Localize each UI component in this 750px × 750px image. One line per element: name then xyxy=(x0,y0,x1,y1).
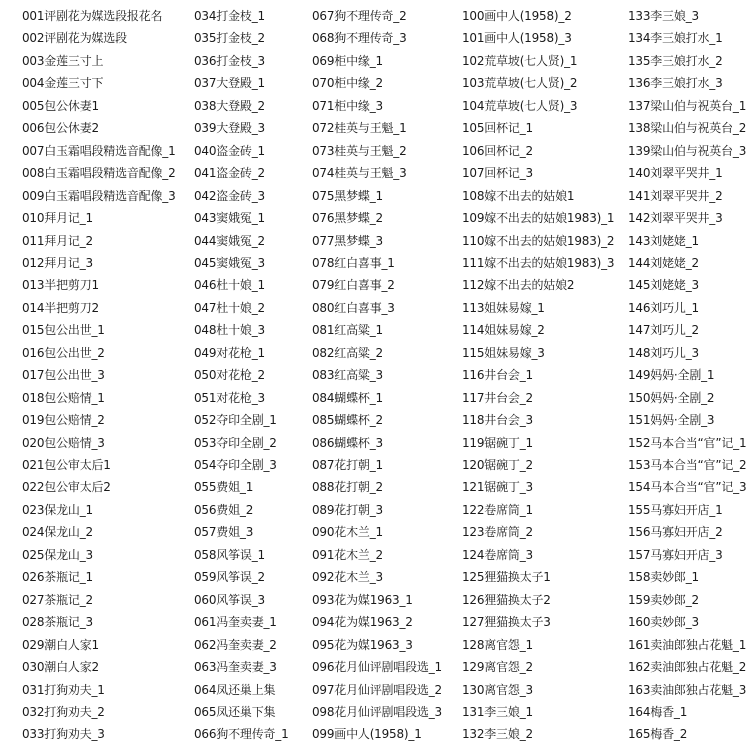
file-item[interactable]: 154马本合当“官”记_3 xyxy=(628,480,747,495)
file-item[interactable]: 020包公赔情_3 xyxy=(22,435,105,450)
file-item[interactable]: 112嫁不出去的姑娘2 xyxy=(462,278,575,293)
file-item[interactable]: 107回杯记_3 xyxy=(462,166,533,181)
file-item[interactable]: 002评剧花为媒选段 xyxy=(22,31,127,46)
file-item[interactable]: 128离官怨_1 xyxy=(462,637,533,652)
file-item[interactable]: 034打金枝_1 xyxy=(194,9,265,23)
file-item[interactable]: 030潮白人家2 xyxy=(22,660,99,675)
file-item[interactable]: 073桂英与王魁_2 xyxy=(312,143,407,158)
file-item[interactable]: 120锯碗丁_2 xyxy=(462,458,533,472)
file-item[interactable]: 152马本合当“官”记_1 xyxy=(628,435,747,450)
file-item[interactable]: 134李三娘打水_1 xyxy=(628,31,723,46)
file-item[interactable]: 054夺印全剧_3 xyxy=(194,458,277,472)
file-item[interactable]: 125狸猫换太子1 xyxy=(462,570,551,585)
file-item[interactable]: 016包公出世_2 xyxy=(22,345,105,360)
file-item[interactable]: 119锯碗丁_1 xyxy=(462,435,533,450)
file-item[interactable]: 145刘姥姥_3 xyxy=(628,278,699,293)
file-item[interactable]: 060风筝误_3 xyxy=(194,592,265,607)
file-item[interactable]: 080红白喜事_3 xyxy=(312,300,395,315)
file-item[interactable]: 027茶瓶记_2 xyxy=(22,592,93,607)
file-item[interactable]: 116井台会_1 xyxy=(462,368,533,383)
file-item[interactable]: 129离官怨_2 xyxy=(462,660,533,675)
file-item[interactable]: 122卷席筒_1 xyxy=(462,502,533,517)
file-item[interactable]: 143刘姥姥_1 xyxy=(628,233,699,248)
file-item[interactable]: 159卖妙郎_2 xyxy=(628,592,699,607)
file-item[interactable]: 103荒草坡(七人贤)_2 xyxy=(462,76,578,91)
file-item[interactable]: 070柜中缘_2 xyxy=(312,76,383,91)
file-item[interactable]: 150妈妈·全剧_2 xyxy=(628,390,715,405)
file-item[interactable]: 071柜中缘_3 xyxy=(312,98,383,113)
file-item[interactable]: 076黑梦蝶_2 xyxy=(312,211,383,226)
file-item[interactable]: 019包公赔情_2 xyxy=(22,413,105,428)
file-item[interactable]: 087花打朝_1 xyxy=(312,458,383,472)
file-item[interactable]: 062冯奎卖妻_2 xyxy=(194,637,277,652)
file-item[interactable]: 100画中人(1958)_2 xyxy=(462,9,572,23)
file-item[interactable]: 104荒草坡(七人贤)_3 xyxy=(462,98,578,113)
file-item[interactable]: 155马寡妇开店_1 xyxy=(628,502,723,517)
file-item[interactable]: 038大登殿_2 xyxy=(194,98,265,113)
file-item[interactable]: 079红白喜事_2 xyxy=(312,278,395,293)
file-item[interactable]: 113姐妹易嫁_1 xyxy=(462,300,545,315)
file-item[interactable]: 089花打朝_3 xyxy=(312,502,383,517)
file-item[interactable]: 017包公出世_3 xyxy=(22,368,105,383)
file-item[interactable]: 031打狗劝夫_1 xyxy=(22,682,105,697)
file-item[interactable]: 032打狗劝夫_2 xyxy=(22,704,105,719)
file-item[interactable]: 094花为媒1963_2 xyxy=(312,615,413,630)
file-item[interactable]: 144刘姥姥_2 xyxy=(628,255,699,270)
file-item[interactable]: 121锯碗丁_3 xyxy=(462,480,533,495)
file-item[interactable]: 029潮白人家1 xyxy=(22,637,99,652)
file-item[interactable]: 058风筝误_1 xyxy=(194,547,265,562)
file-item[interactable]: 040盗金砖_1 xyxy=(194,143,265,158)
file-item[interactable]: 118井台会_3 xyxy=(462,413,533,428)
file-item[interactable]: 012拜月记_3 xyxy=(22,255,93,270)
file-item[interactable]: 092花木兰_3 xyxy=(312,570,383,585)
file-item[interactable]: 110嫁不出去的姑娘1983)_2 xyxy=(462,233,615,248)
file-item[interactable]: 051对花枪_3 xyxy=(194,390,265,405)
file-item[interactable]: 037大登殿_1 xyxy=(194,76,265,91)
file-item[interactable]: 061冯奎卖妻_1 xyxy=(194,615,277,630)
file-item[interactable]: 126狸猫换太子2 xyxy=(462,592,551,607)
file-item[interactable]: 137梁山伯与祝英台_1 xyxy=(628,98,747,113)
file-item[interactable]: 081红高粱_1 xyxy=(312,323,383,338)
file-item[interactable]: 131李三娘_1 xyxy=(462,704,533,719)
file-item[interactable]: 053夺印全剧_2 xyxy=(194,435,277,450)
file-item[interactable]: 098花月仙评剧唱段选_3 xyxy=(312,704,442,719)
file-item[interactable]: 057费姐_3 xyxy=(194,525,254,540)
file-item[interactable]: 149妈妈·全剧_1 xyxy=(628,368,715,383)
file-item[interactable]: 025保龙山_3 xyxy=(22,547,93,562)
file-item[interactable]: 095花为媒1963_3 xyxy=(312,637,413,652)
file-item[interactable]: 127狸猫换太子3 xyxy=(462,615,551,630)
file-item[interactable]: 082红高粱_2 xyxy=(312,345,383,360)
file-item[interactable]: 111嫁不出去的姑娘1983)_3 xyxy=(462,255,615,270)
file-item[interactable]: 109嫁不出去的姑娘1983)_1 xyxy=(462,211,615,226)
file-item[interactable]: 015包公出世_1 xyxy=(22,323,105,338)
file-item[interactable]: 162卖油郎独占花魁_2 xyxy=(628,660,747,675)
file-item[interactable]: 042盗金砖_3 xyxy=(194,188,265,203)
file-item[interactable]: 049对花枪_1 xyxy=(194,345,265,360)
file-item[interactable]: 133李三娘_3 xyxy=(628,9,699,23)
file-item[interactable]: 024保龙山_2 xyxy=(22,525,93,540)
file-item[interactable]: 068狗不理传奇_3 xyxy=(312,31,407,46)
file-item[interactable]: 069柜中缘_1 xyxy=(312,53,383,68)
file-item[interactable]: 041盗金砖_2 xyxy=(194,166,265,181)
file-item[interactable]: 039大登殿_3 xyxy=(194,121,265,136)
file-item[interactable]: 009白玉霜唱段精选音配像_3 xyxy=(22,188,176,203)
file-item[interactable]: 084蝴蝶杯_1 xyxy=(312,390,383,405)
file-item[interactable]: 055费姐_1 xyxy=(194,480,254,495)
file-item[interactable]: 044窦娥冤_2 xyxy=(194,233,265,248)
file-item[interactable]: 157马寡妇开店_3 xyxy=(628,547,723,562)
file-item[interactable]: 063冯奎卖妻_3 xyxy=(194,660,277,675)
file-item[interactable]: 151妈妈·全剧_3 xyxy=(628,413,715,428)
file-item[interactable]: 090花木兰_1 xyxy=(312,525,383,540)
file-item[interactable]: 091花木兰_2 xyxy=(312,547,383,562)
file-item[interactable]: 072桂英与王魁_1 xyxy=(312,121,407,136)
file-item[interactable]: 088花打朝_2 xyxy=(312,480,383,495)
file-item[interactable]: 164梅香_1 xyxy=(628,704,688,719)
file-item[interactable]: 003金莲三寸上 xyxy=(22,53,104,68)
file-item[interactable]: 021包公审太后1 xyxy=(22,458,111,472)
file-item[interactable]: 114姐妹易嫁_2 xyxy=(462,323,545,338)
file-item[interactable]: 124卷席筒_3 xyxy=(462,547,533,562)
file-item[interactable]: 004金莲三寸下 xyxy=(22,76,104,91)
file-item[interactable]: 074桂英与王魁_3 xyxy=(312,166,407,181)
file-item[interactable]: 075黑梦蝶_1 xyxy=(312,188,383,203)
file-item[interactable]: 011拜月记_2 xyxy=(22,233,93,248)
file-item[interactable]: 045窦娥冤_3 xyxy=(194,255,265,270)
file-item[interactable]: 001评剧花为媒选段报花名 xyxy=(22,9,163,23)
file-item[interactable]: 043窦娥冤_1 xyxy=(194,211,265,226)
file-item[interactable]: 077黑梦蝶_3 xyxy=(312,233,383,248)
file-item[interactable]: 014半把剪刀2 xyxy=(22,300,99,315)
file-item[interactable]: 050对花枪_2 xyxy=(194,368,265,383)
file-item[interactable]: 064凤还巢上集 xyxy=(194,682,276,697)
file-item[interactable]: 010拜月记_1 xyxy=(22,211,93,226)
file-item[interactable]: 048杜十娘_3 xyxy=(194,323,265,338)
file-item[interactable]: 161卖油郎独占花魁_1 xyxy=(628,637,747,652)
file-item[interactable]: 165梅香_2 xyxy=(628,727,688,742)
file-item[interactable]: 123卷席筒_2 xyxy=(462,525,533,540)
file-item[interactable]: 099画中人(1958)_1 xyxy=(312,727,422,742)
file-item[interactable]: 052夺印全剧_1 xyxy=(194,413,277,428)
file-item[interactable]: 117井台会_2 xyxy=(462,390,533,405)
file-item[interactable]: 023保龙山_1 xyxy=(22,502,93,517)
file-item[interactable]: 056费姐_2 xyxy=(194,502,254,517)
file-item[interactable]: 148刘巧儿_3 xyxy=(628,345,699,360)
file-item[interactable]: 078红白喜事_1 xyxy=(312,255,395,270)
file-item[interactable]: 160卖妙郎_3 xyxy=(628,615,699,630)
file-item[interactable]: 140刘翠平哭井_1 xyxy=(628,166,723,181)
file-item[interactable]: 008白玉霜唱段精选音配像_2 xyxy=(22,166,176,181)
file-item[interactable]: 147刘巧儿_2 xyxy=(628,323,699,338)
file-item[interactable]: 135李三娘打水_2 xyxy=(628,53,723,68)
file-item[interactable]: 138梁山伯与祝英台_2 xyxy=(628,121,747,136)
file-item[interactable]: 130离官怨_3 xyxy=(462,682,533,697)
file-item[interactable]: 156马寡妇开店_2 xyxy=(628,525,723,540)
file-item[interactable]: 153马本合当“官”记_2 xyxy=(628,458,747,472)
file-item[interactable]: 065凤还巢下集 xyxy=(194,704,276,719)
file-item[interactable]: 158卖妙郎_1 xyxy=(628,570,699,585)
file-item[interactable]: 046杜十娘_1 xyxy=(194,278,265,293)
file-item[interactable]: 093花为媒1963_1 xyxy=(312,592,413,607)
file-item[interactable]: 102荒草坡(七人贤)_1 xyxy=(462,53,578,68)
file-item[interactable]: 013半把剪刀1 xyxy=(22,278,99,293)
file-item[interactable]: 163卖油郎独占花魁_3 xyxy=(628,682,747,697)
file-item[interactable]: 108嫁不出去的姑娘1 xyxy=(462,188,575,203)
file-item[interactable]: 136李三娘打水_3 xyxy=(628,76,723,91)
file-item[interactable]: 132李三娘_2 xyxy=(462,727,533,742)
file-item[interactable]: 142刘翠平哭井_3 xyxy=(628,211,723,226)
file-item[interactable]: 106回杯记_2 xyxy=(462,143,533,158)
file-item[interactable]: 141刘翠平哭井_2 xyxy=(628,188,723,203)
file-item[interactable]: 101画中人(1958)_3 xyxy=(462,31,572,46)
file-item[interactable]: 007白玉霜唱段精选音配像_1 xyxy=(22,143,176,158)
file-item[interactable]: 018包公赔情_1 xyxy=(22,390,105,405)
file-item[interactable]: 036打金枝_3 xyxy=(194,53,265,68)
file-item[interactable]: 105回杯记_1 xyxy=(462,121,533,136)
file-item[interactable]: 086蝴蝶杯_3 xyxy=(312,435,383,450)
file-item[interactable]: 097花月仙评剧唱段选_2 xyxy=(312,682,442,697)
file-item[interactable]: 028茶瓶记_3 xyxy=(22,615,93,630)
file-item[interactable]: 083红高粱_3 xyxy=(312,368,383,383)
file-item[interactable]: 085蝴蝶杯_2 xyxy=(312,413,383,428)
file-item[interactable]: 006包公休妻2 xyxy=(22,121,99,136)
file-item[interactable]: 066狗不理传奇_1 xyxy=(194,727,289,742)
file-item[interactable]: 035打金枝_2 xyxy=(194,31,265,46)
file-item[interactable]: 096花月仙评剧唱段选_1 xyxy=(312,660,442,675)
file-item[interactable]: 022包公审太后2 xyxy=(22,480,111,495)
file-item[interactable]: 047杜十娘_2 xyxy=(194,300,265,315)
file-item[interactable]: 067狗不理传奇_2 xyxy=(312,9,407,23)
file-item[interactable]: 115姐妹易嫁_3 xyxy=(462,345,545,360)
file-item[interactable]: 026茶瓶记_1 xyxy=(22,570,93,585)
file-item[interactable]: 059风筝误_2 xyxy=(194,570,265,585)
file-item[interactable]: 033打狗劝夫_3 xyxy=(22,727,105,742)
file-item[interactable]: 005包公休妻1 xyxy=(22,98,99,113)
file-item[interactable]: 146刘巧儿_1 xyxy=(628,300,699,315)
file-item[interactable]: 139梁山伯与祝英台_3 xyxy=(628,143,747,158)
